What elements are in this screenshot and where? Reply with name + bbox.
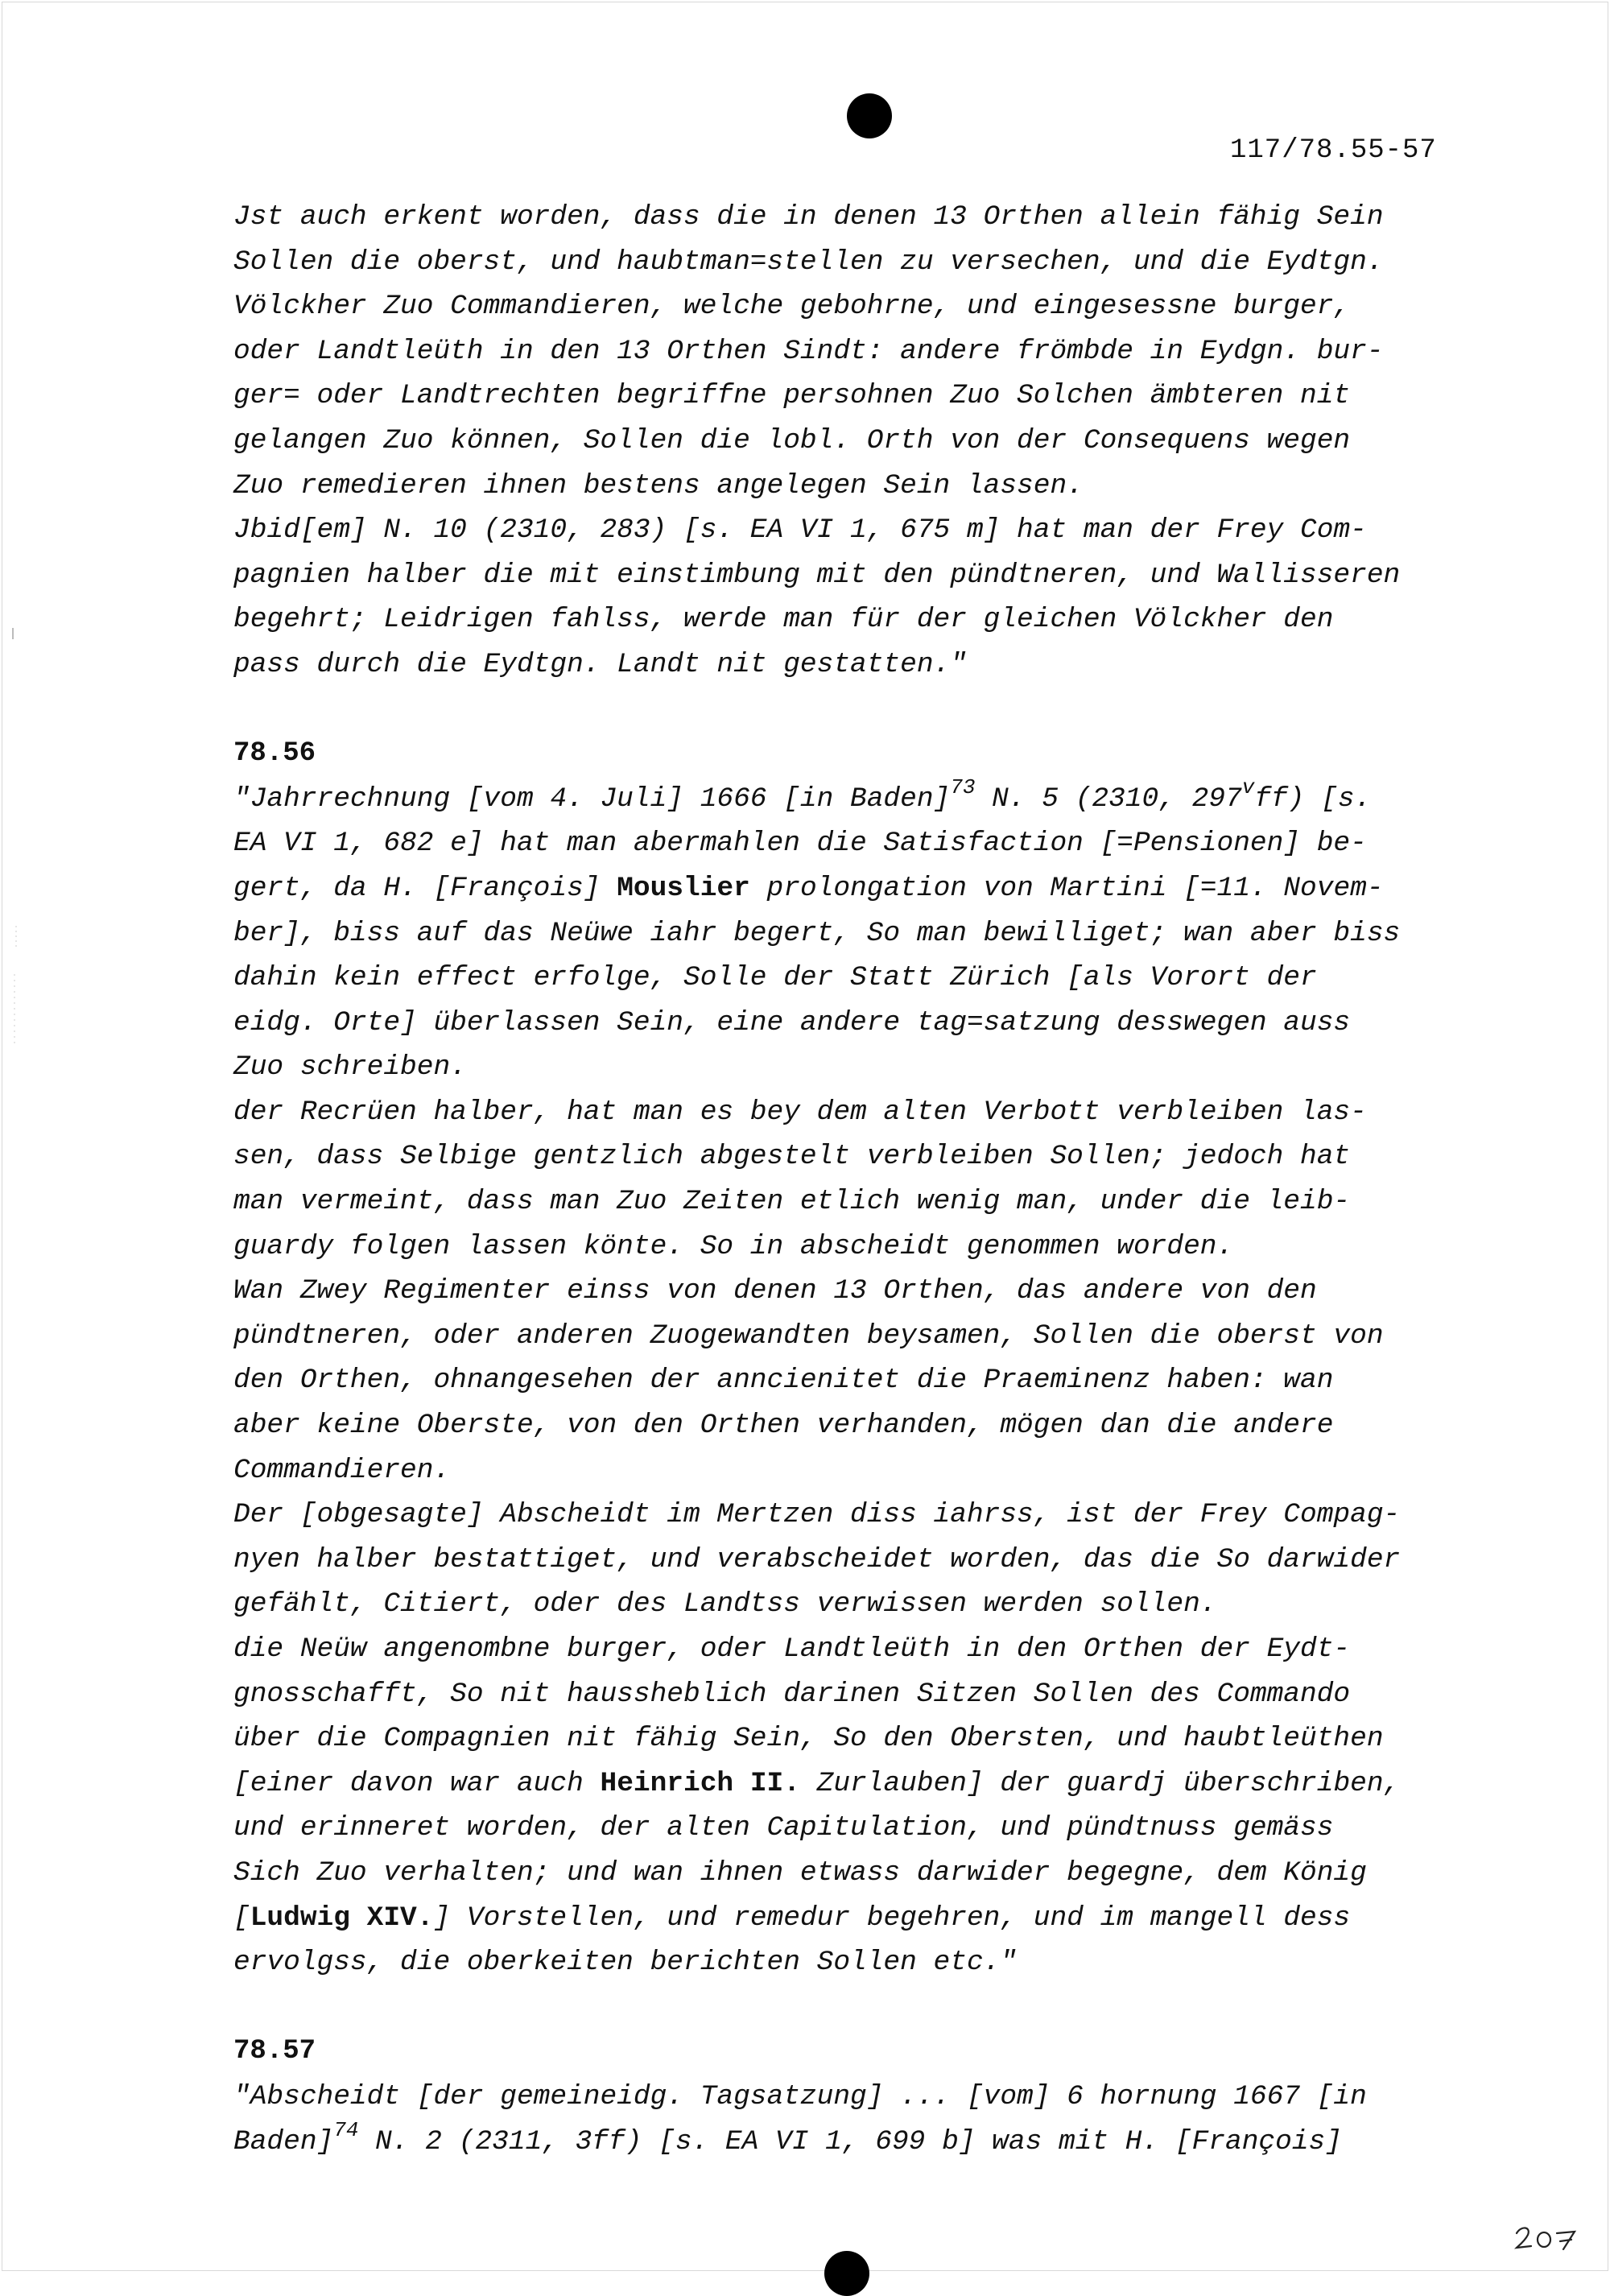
text-line [233, 774, 1481, 822]
section-heading: 78.56 [233, 738, 316, 770]
text-line: Völckher Zuo Commandieren, welche gebohrne, und eingesessne burger, [233, 291, 1351, 323]
text-run: N. 5 (2310, 297 [975, 783, 1242, 815]
text-line: Wan Zwey Regimenter einss von denen 13 Orthen, das andere von den [233, 1275, 1317, 1307]
punch-hole-top [847, 93, 892, 138]
person-name-heinrich: Heinrich II. [600, 1767, 800, 1799]
text-line: nyen halber bestattiget, und verabscheidet worden, das die So darwider [233, 1543, 1401, 1575]
text-line: die Neüw angenombne burger, oder Landtleüth in den Orthen der Eydt- [233, 1633, 1351, 1665]
document-body [233, 195, 1481, 2164]
text-line: oder Landtleüth in den 13 Orthen Sindt: andere frömbde in Eydgn. bur- [233, 335, 1384, 367]
text-run: ff) [s. [1254, 783, 1372, 815]
paragraph-continuation [233, 195, 1481, 688]
text-line: eidg. Orte] überlassen Sein, eine andere tag=satzung desswegen auss [233, 1006, 1351, 1039]
text-run: Zurlauben] der guardj überschriben, [799, 1767, 1401, 1799]
text-run: "Jahrrechnung [vom 4. Juli] 1666 [in Baden] [233, 783, 951, 815]
text-line: ger= oder Landtrechten begriffne persohnen Zuo Solchen ämbteren nit [233, 380, 1351, 412]
text-run: prolongation von Martini [=11. Novem- [749, 872, 1384, 904]
text-line: Jst auch erkent worden, dass die in denen 13 Orthen allein fähig Sein [233, 201, 1384, 233]
text-line: ber], biss auf das Neüwe iahr begert, So man bewilliget; wan aber biss [233, 917, 1401, 949]
person-name-mouslier: Mouslier [617, 872, 750, 904]
folio-verso-mark: v [1241, 774, 1255, 799]
footnote-ref-74: 74 [333, 2117, 359, 2142]
text-run: Baden] [233, 2125, 334, 2158]
text-line: den Orthen, ohnangesehen der anncienitet die Praeminenz haben: wan [233, 1365, 1334, 1397]
text-line: Sollen die oberst, und haubtman=stellen zu versechen, und die Eydtgn. [233, 246, 1384, 278]
text-line: man vermeint, dass man Zuo Zeiten etlich wenig man, under die leib- [233, 1186, 1351, 1218]
text-run: [ [233, 1902, 250, 1934]
text-line: "Abscheidt [der gemeineidg. Tagsatzung] ... [vom] 6 hornung 1667 [in [233, 2080, 1367, 2112]
text-line: guardy folgen lassen könte. So in abscheidt genommen worden. [233, 1230, 1234, 1262]
blank-line [233, 688, 1481, 733]
person-name-ludwig: Ludwig XIV. [250, 1902, 434, 1934]
text-line: ervolgss, die oberkeiten berichten Sollen etc." [233, 1947, 1018, 1979]
text-run: ] Vorstellen, und remedur begehren, und im mangell dess [433, 1902, 1351, 1934]
text-run: N. 2 (2311, 3ff) [s. EA VI 1, 699 b] was mit H. [François] [358, 2125, 1342, 2158]
text-line: dahin kein effect erfolge, Solle der Statt Zürich [als Vorort der [233, 962, 1317, 994]
text-line: gefählt, Citiert, oder des Landtss verwissen werden sollen. [233, 1588, 1217, 1621]
text-line: Zuo schreiben. [233, 1051, 467, 1084]
text-line [233, 1761, 1481, 1807]
text-line: sen, dass Selbige gentzlich abgestelt verbleiben Sollen; jedoch hat [233, 1141, 1351, 1173]
section-heading: 78.57 [233, 2036, 316, 2067]
text-line: Der [obgesagte] Abscheidt im Mertzen diss iahrss, ist der Frey Compag- [233, 1499, 1401, 1531]
handwritten-page-number [1513, 2222, 1602, 2254]
text-line [233, 1896, 1481, 1941]
text-line: und erinneret worden, der alten Capitulation, und pündtnuss gemäss [233, 1812, 1334, 1844]
text-line: Sich Zuo verhalten; und wan ihnen etwass darwider begegne, dem König [233, 1856, 1367, 1889]
text-line: EA VI 1, 682 e] hat man abermahlen die Satisfaction [=Pensionen] be- [233, 828, 1367, 860]
text-run: gert, da H. [François] [233, 872, 617, 904]
text-line: begehrt; Leidrigen fahlss, werde man für der gleichen Völckher den [233, 604, 1334, 636]
text-line [233, 866, 1481, 911]
text-line: Jbid[em] N. 10 (2310, 283) [s. EA VI 1, 675 m] hat man der Frey Com- [233, 514, 1367, 547]
text-line: gelangen Zuo können, Sollen die lobl. Orth von der Consequens wegen [233, 424, 1351, 456]
text-line: gnosschafft, So nit haussheblich darinen Sitzen Sollen des Commando [233, 1678, 1351, 1710]
text-line [233, 2117, 1481, 2165]
text-line: über die Compagnien nit fähig Sein, So den Obersten, und haubtleüthen [233, 1723, 1384, 1755]
margin-scan-marks [8, 628, 24, 1079]
footnote-ref-73: 73 [950, 774, 976, 799]
text-line: der Recrüen halber, hat man es bey dem alten Verbott verbleiben las- [233, 1096, 1367, 1128]
blank-line [233, 1985, 1481, 2030]
punch-hole-bottom [824, 2251, 869, 2296]
text-line: pündtneren, oder anderen Zuogewandten beysamen, Sollen die oberst von [233, 1319, 1384, 1352]
document-reference: 117/78.55-57 [1230, 135, 1437, 166]
text-run: [einer davon war auch [233, 1767, 601, 1799]
text-line: aber keine Oberste, von den Orthen verhanden, mögen dan die andere [233, 1410, 1334, 1442]
section-78-57 [233, 2030, 1481, 2164]
section-78-56 [233, 732, 1481, 1985]
text-line: pass durch die Eydtgn. Landt nit gestatten." [233, 648, 967, 680]
text-line: Zuo remedieren ihnen bestens angelegen Sein lassen. [233, 469, 1084, 502]
text-line: pagnien halber die mit einstimbung mit den pündtneren, und Wallisseren [233, 559, 1401, 591]
text-line: Commandieren. [233, 1454, 451, 1486]
